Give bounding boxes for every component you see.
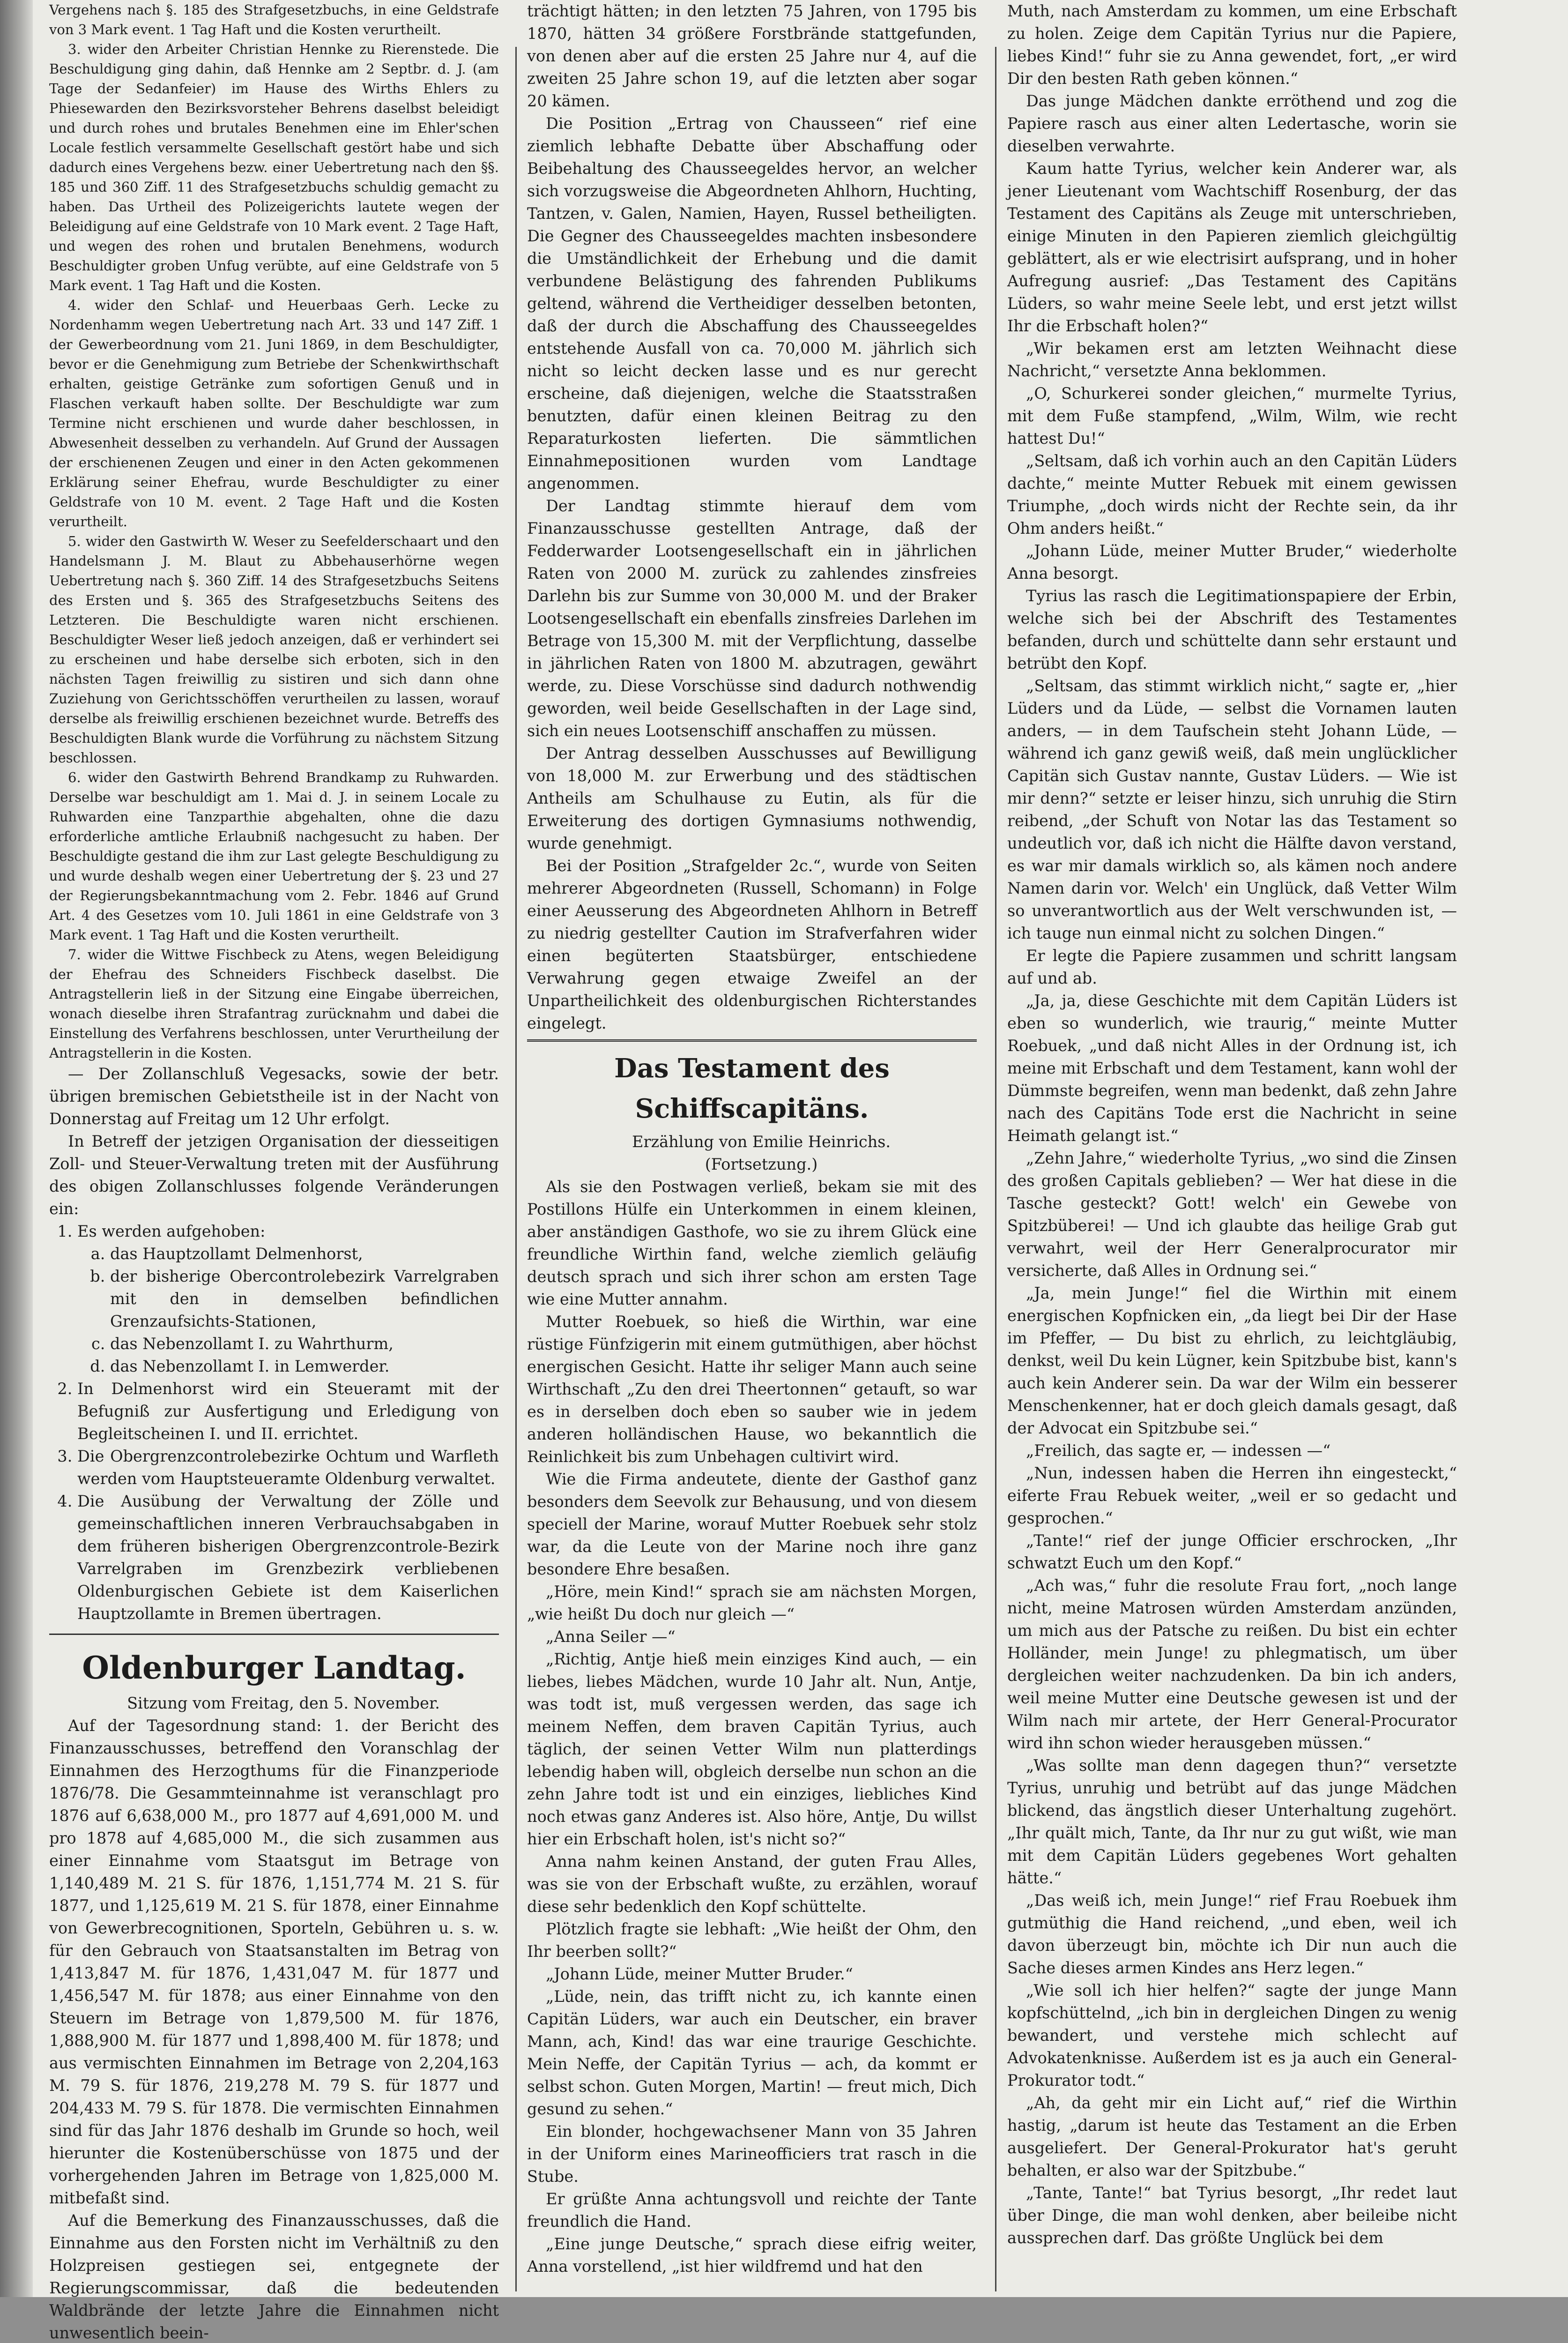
story-paragraph: Anna nahm keinen Anstand, der guten Frau Alles, was sie von der Erbschaft wußte, zu erzählen, worauf diese sehr bedenklich den Kopf schüttelte. (527, 1852, 977, 1916)
story-paragraph: Mutter Roebuek, so hieß die Wirthin, war eine rüstige Fünfzigerin mit einem gutmüthigen, aber höchst energischen Gesicht. Hatte ihr seliger Mann auch seine Wirthschaft „Zu den drei Theertonnen“ getauft, so war es in derselben doch eben so sauber wie in jedem anderen holländischen Hause, wo bekanntlich die Reinlichkeit bis zum Unbehagen cultivirt wird. (527, 1313, 977, 1466)
column-middle (527, 0, 977, 2287)
news-paragraph: In Betreff der jetzigen Organisation der diesseitigen Zoll- und Steuer-Verwaltung treten mit der Ausführung des obigen Zollanschlusses folgende Veränderungen ein: (49, 1132, 499, 1218)
story-paragraph: „Anna Seiler —“ (546, 1627, 676, 1646)
story-paragraph: Muth, nach Amsterdam zu kommen, um eine Erbschaft zu holen. Zeige dem Capitän Tyrius nur die Papiere, liebes Kind!“ fuhr sie zu Anna gewendet, fort, „er wird Dir den besten Rath geben können.“ (1007, 2, 1457, 88)
sublist (77, 1243, 499, 1378)
news-paragraph: Auf der Tagesordnung stand: 1. der Bericht des Finanzausschusses, betreffend den Voranschlag der Einnahmen des Herzogthums für die Finanzperiode 1876/78. Die Gesammteinnahme ist veranschlagt pro 1876 auf 6,638,000 M., pro 1877 auf 4,691,000 M. und pro 1878 auf 4,685,000 M., die sich zusammen aus einer Einnahme vom Staatsgut im Betrage von 1,140,489 M. 21 S. für 1876, 1,151,774 M. 21 S. für 1877, und 1,125,619 M. 21 S. für 1878, einer Einnahme von Gewerbrecognitionen, Sporteln, Gebühren u. s. w. für den Gebrauch von Staatsanstalten im Betrag von 1,413,847 M. für 1876, 1,431,047 M. für 1877 und 1,456,547 M. für 1878; aus einer Einnahme von den Steuern im Betrage von 1,879,500 M. für 1876, 1,888,900 M. für 1877 und 1,898,400 M. für 1878; und aus vermischten Einnahmen im Betrage von 2,204,163 M. 79 S. für 1876, 219,278 M. 79 S. für 1877 und 204,433 M. 79 S. für 1878. Die vermischten Einnahmen sind für das Jahr 1876 deshalb im Grunde so hoch, weil hierunter die Kostenüberschüsse von 1875 und der vorhergehenden Jahren im Betrage von 1,825,000 M. mitbefaßt sind. (49, 1716, 499, 2207)
section-divider (49, 1634, 499, 1635)
list-item: c. das Nebenzollamt I. zu Wahrthurm, (110, 1333, 499, 1355)
section-heading: Oldenburger Landtag. (82, 1649, 466, 1686)
news-paragraph: Der Antrag desselben Ausschusses auf Bewilligung von 18,000 M. zur Erwerbung und des städtischen Antheils am Schulhause zu Eutin, als für die Erweiterung des dortigen Gymnasiums nothwendig, wurde genehmigt. (527, 744, 977, 852)
story-paragraph: „Ja, mein Junge!“ fiel die Wirthin mit einem energischen Kopfnicken ein, „da liegt bei Dir der Hase im Pfeffer, — Du bist zu ehrlich, zu leichtgläubig, denkst, weil Du kein Lügner, kein Spitzbube bist, kann's auch kein Anderer sein. Da war der Wilm ein besserer Menschenkenner, hat er doch gleich damals gesagt, daß der Advocat ein Spitzbube sei.“ (1007, 1284, 1457, 1437)
page-gutter (0, 0, 33, 2297)
story-paragraph: „Seltsam, das stimmt wirklich nicht,“ sagte er, „hier Lüders und da Lüde, — selbst die Vornamen lauten anders, — in dem Taufschein steht Johann Lüde, — während ich ganz gewiß weiß, daß mein unglücklicher Capitän sich Gustav nannte, Gustav Lüders. — Wie ist mir denn?“ setzte er leiser hinzu, sich unruhig die Stirn reibend, „der Schuft von Notar las das Testament so undeutlich vor, daß ich nicht die Hälfte davon verstand, es war mir damals wirklich so, als kämen noch andere Namen darin vor. Welch' ein Unglück, daß Vetter Wilm so unverantwortlich aus der Welt verschwunden ist, — ich tauge nun einmal nicht zu solchen Dingen.“ (1007, 677, 1457, 942)
story-paragraph: „Lüde, nein, das trifft nicht zu, ich kannte einen Capitän Lüders, war auch ein Deutscher, ein braver Mann, ach, Kind! das war eine traurige Geschichte. Mein Neffe, der Capitän Tyrius — ach, da kommt er selbst schon. Guten Morgen, Martin! — freut mich, Dich gesund zu sehen.“ (527, 1987, 977, 2118)
story-paragraph: Er legte die Papiere zusammen und schritt langsam auf und ab. (1007, 947, 1457, 987)
list-item: 4. Die Ausübung der Verwaltung der Zölle und gemeinschaftlichen inneren Verbrauchsabgaben in dem früheren bisherigen Obergrenzcontrole-Bezirk Varrelgraben im Grenzbezirk verbliebenen Oldenburgischen Gebiete ist dem Kaiserlichen Hauptzollamte in Bremen übertragen. (77, 1490, 499, 1625)
news-paragraph: Bei der Position „Strafgelder 2c.“, wurde von Seiten mehrerer Abgeordneten (Russell, Schomann) in Folge einer Aeusserung des Abgeordneten Ahlhorn in Betreff zu niedrig gestellter Caution im Strafverfahren wider einen begüterten Staatsbürger, entschiedene Verwahrung gegen etwaige Zweifel an der Unpartheilichkeit des oldenburgischen Richterstandes eingelegt. (527, 857, 977, 1032)
news-paragraph: Der Landtag stimmte hierauf dem vom Finanzausschusse gestellten Antrage, daß der Fedderwarder Lootsengesellschaft ein in jährlichen Raten von 2000 M. zurück zu zahlendes zinsfreies Darlehn bis zur Summe von 30,000 M. und der Braker Lootsengesellschaft ein ebenfalls zinsfreies Darlehen im Betrage von 15,300 M. mit der Verpflichtung, dasselbe in jährlichen Raten von 1800 M. abzutragen, gewährt werde, zu. Diese Vorschüsse sind dadurch nothwendig geworden, weil beide Gesellschaften in der Lage sind, sich ein neues Lootsenschiff anschaffen zu müssen. (527, 497, 977, 740)
story-paragraph: „Ja, ja, diese Geschichte mit dem Capitän Lüders ist eben so wunderlich, wie traurig,“ meinte Mutter Roebuek, „und daß nicht Alles in der Ordnung ist, ich meine mit Erbschaft und dem Testament, kann wohl der Dümmste begreifen, wenn man bedenkt, daß zehn Jahre nach des Capitäns Tode erst die Nachricht in seine Heimath gelangt ist.“ (1007, 992, 1457, 1145)
story-paragraph: „Nun, indessen haben die Herren ihn eingesteckt,“ eiferte Frau Rebuek weiter, „weil er so gedacht und gesprochen.“ (1007, 1464, 1457, 1527)
news-paragraph: Die Position „Ertrag von Chausseen“ rief eine ziemlich lebhafte Debatte über Abschaffung oder Beibehaltung des Chausseegeldes hervor, an welcher sich vorzugsweise die Abgeordneten Ahlhorn, Huchting, Tantzen, v. Galen, Namien, Hayen, Russel betheiligten. Die Gegner des Chausseegeldes machten insbesondere die Umständlichkeit der Erhebung und die damit verbundene Belästigung des fahrenden Publikums geltend, während die Vertheidiger desselben betonten, daß der durch die Abschaffung des Chausseegeldes entstehende Ausfall von ca. 70,000 M. jährlich sich nicht so leicht decken lasse und es nur gerecht erscheine, daß diejenigen, welche die Staatsstraßen benutzten, dafür einen kleinen Beitrag zu den Reparaturkosten lieferten. Die sämmtlichen Einnahmepositionen wurden vom Landtage angenommen. (527, 114, 977, 492)
story-paragraph: Das junge Mädchen dankte erröthend und zog die Papiere rasch aus einer alten Ledertasche, worin sie dieselben verwahrte. (1007, 92, 1457, 155)
section-subheading: Sitzung vom Freitag, den 5. November. (127, 1694, 440, 1712)
story-paragraph: Er grüßte Anna achtungsvoll und reichte der Tante freundlich die Hand. (527, 2190, 977, 2231)
story-paragraph: „Johann Lüde, meiner Mutter Bruder.“ (546, 1965, 853, 1983)
feuilleton-continuation: (Fortsetzung.) (705, 1155, 818, 1173)
list-item: 2. In Delmenhorst wird ein Steueramt mit der Befugniß zur Ausfertigung und Erledigung von Begleitscheinen I. und II. errichtet. (77, 1378, 499, 1445)
story-paragraph: „Zehn Jahre,“ wiederholte Tyrius, „wo sind die Zinsen des großen Capitals geblieben? — Wer hat diese in die Tasche gesteckt? Gott! welch' ein Gewebe von Spitzbüberei! — Und ich glaubte das heilige Grab gut verwahrt, weil der Herr Generalprocurator mir versicherte, daß Alles in Ordnung sei.“ (1007, 1149, 1457, 1280)
story-paragraph: „Tante!“ rief der junge Officier erschrocken, „Ihr schwatzt Euch um den Kopf.“ (1007, 1531, 1457, 1572)
feuilleton-author: Erzählung von Emilie Heinrichs. (632, 1133, 891, 1151)
story-paragraph: „Seltsam, daß ich vorhin auch an den Capitän Lüders dachte,“ meinte Mutter Rebuek mit einem gewissen Triumphe, „doch wirds nicht der Rechte sein, da ihr Ohm anders heißt.“ (1007, 452, 1457, 537)
news-paragraph: Auf die Bemerkung des Finanzausschusses, daß die Einnahme aus den Forsten nicht im Verhältniß zu den Holzpreisen gestiegen sei, entgegnete der Regierungscommissar, daß die bedeutenden Waldbrände der letzte Jahre die Einnahmen nicht unwesentlich beein- (49, 2211, 499, 2342)
court-report-text: 6. wider den Gastwirth Behrend Brandkamp zu Ruhwarden. Derselbe war beschuldigt am 1. Mai d. J. in seinem Locale zu Ruhwarden eine Tanzparthie abgehalten, ohne die dazu erforderliche amtliche Erlaubniß nachgesucht zu haben. Der Beschuldigte gestand die ihm zur Last gelegte Beschuldigung zu und wurde deshalb wegen einer Uebertretung der §. 23 und 27 der Regierungsbekanntmachung vom 2. Febr. 1846 auf Grund Art. 4 des Gesetzes vom 10. Juli 1861 in eine Geldstrafe von 3 Mark event. 1 Tag Haft und die Kosten verurtheilt. (49, 769, 499, 943)
story-paragraph: Tyrius las rasch die Legitimationspapiere der Erbin, welche sich bei der Abschrift des Testamentes befanden, durch und schüttelte dann sehr erstaunt und betrübt den Kopf. (1007, 587, 1457, 672)
list-item: b. der bisherige Obercontrolebezirk Varrelgraben mit den in demselben befindlichen Grenzaufsichts-Stationen, (110, 1265, 499, 1333)
story-paragraph: „Das weiß ich, mein Junge!“ rief Frau Roebuek ihm gutmüthig die Hand reichend, „und eben, weil ich davon überzeugt bin, möchte ich Dir nun auch die Sache dieses armen Kindes ans Herz legen.“ (1007, 1891, 1457, 1977)
list-item: 3. Die Obergrenzcontrolebezirke Ochtum und Warfleth werden vom Hauptsteueramte Oldenburg verwaltet. (77, 1445, 499, 1490)
story-paragraph: „Wir bekamen erst am letzten Weihnacht diese Nachricht,“ versetzte Anna beklommen. (1007, 339, 1457, 380)
story-paragraph: „Tante, Tante!“ bat Tyrius besorgt, „Ihr redet laut über Dinge, die man wohl denken, aber beileibe nicht aussprechen darf. Das größte Unglück bei dem (1007, 2184, 1457, 2247)
story-paragraph: „Wie soll ich hier helfen?“ sagte der junge Mann kopfschüttelnd, „ich bin in dergleichen Dingen zu wenig bewandert, und verstehe mich schlecht auf Advokatenknisse. Außerdem ist es ja auch ein General-Prokurator todt.“ (1007, 1981, 1457, 2089)
list-item: d. das Nebenzollamt I. in Lemwerder. (110, 1355, 499, 1378)
court-report-text: 4. wider den Schlaf- und Heuerbaas Gerh. Lecke zu Nordenhamm wegen Uebertretung nach Art. 33 und 147 Ziff. 1 der Gewerbeordnung vom 21. Juni 1869, in dem Beschuldigter, bevor er die Genehmigung zum Betriebe der Schenkwirthschaft erhalten, geistige Getränke zum sofortigen Genuß und in Flaschen verkauft haben sollte. Der Beschuldigte war zum Termine nicht erschienen und wurde daher beschlossen, in Abwesenheit desselben zu verhandeln. Auf Grund der Aussagen der erschienenen Zeugen und einer in den Acten gekommenen Erklärung seiner Ehefrau, wurde Beschuldigter zu einer Geldstrafe von 10 M. event. 2 Tage Haft und die Kosten verurtheilt. (49, 297, 499, 530)
feuilleton-title: Das Testament des Schiffscapitäns. (614, 1053, 890, 1124)
story-paragraph: „Freilich, das sagte er, — indessen —“ (1026, 1441, 1331, 1460)
story-paragraph: Wie die Firma andeutete, diente der Gasthof ganz besonders dem Seevolk zur Behausung, und von diesem speciell der Marine, worauf Mutter Roebuek sehr stolz war, da die Leute von der Marine noch ihre ganz besondere Ehre besaßen. (527, 1470, 977, 1578)
story-paragraph: „Ah, da geht mir ein Licht auf,“ rief die Wirthin hastig, „darum ist heute das Testament an die Erben ausgeliefert. Der General-Prokurator hat's geruht behalten, er also war der Spitzbube.“ (1007, 2094, 1457, 2179)
court-report-text: 5. wider den Gastwirth W. Weser zu Seefelderschaart und den Handelsmann J. M. Blaut zu Abbehauserhörne wegen Uebertretung nach §. 360 Ziff. 14 des Strafgesetzbuchs Seitens des Ersten und §. 365 des Strafgesetzbuchs Seitens des Letzteren. Die Beschuldigte waren nicht erschienen. Beschuldigter Weser ließ jedoch anzeigen, daß er verhindert sei zu erscheinen und habe derselbe sich erboten, sich in den nächsten Tagen freiwillig zu sistiren und sich dann ohne Zuziehung von Gerichtsschöffen verurtheilen zu lassen, worauf derselbe als freiwillig erschienen bezeichnet wurde. Betreffs des Beschuldigten Blank wurde die Vorführung zu nächstem Sitzung beschlossen. (49, 533, 499, 766)
column-right (1007, 0, 1457, 2287)
list-item: 1. Es werden aufgehoben: a. das Hauptzollamt Delmenhorst, b. der bisherige Obercontrolebezirk Varrelgraben mit den in demselben befindlichen Grenzaufsichts-Stationen, c. das Nebenzollamt I. zu Wahrthurm, d. das Nebenzollamt I. in Lemwerder. (77, 1220, 499, 1378)
story-paragraph: Plötzlich fragte sie lebhaft: „Wie heißt der Ohm, den Ihr beerben sollt?“ (527, 1920, 977, 1961)
column-left (49, 0, 499, 2342)
column-rule (995, 47, 996, 2291)
story-paragraph: „Ach was,“ fuhr die resolute Frau fort, „noch lange nicht, meine Matrosen würden Amsterdam anzünden, um mich aus der Patsche zu reißen. Du bist ein echter Holländer, mein Junge! zu phlegmatisch, um über dergleichen weiter nachzudenken. Da bin ich anders, weil meine Mutter eine Deutsche gewesen ist und der Wilm nach mir artete, der Herr General-Procurator wird ihn schon wieder herausgeben müssen.“ (1007, 1576, 1457, 1752)
story-paragraph: Kaum hatte Tyrius, welcher kein Anderer war, als jener Lieutenant vom Wachtschiff Rosenburg, der das Testament des Capitäns als Zeuge mit unterschrieben, einige Minuten in den Papieren ziemlich gleichgültig geblättert, als er wie electrisirt aufsprang, und in hoher Aufregung ausrief: „Das Testament des Capitäns Lüders, so wahr meine Seele lebt, und erst jetzt willst Ihr die Erbschaft holen?“ (1007, 159, 1457, 335)
story-paragraph: Als sie den Postwagen verließ, bekam sie mit des Postillons Hülfe ein Unterkommen in einem kleinen, aber anständigen Gasthofe, wo sie zu ihrem Glück eine freundliche Wirthin fand, welche ziemlich geläufig deutsch sprach und sich ihrer schon am ersten Tage wie eine Mutter annahm. (527, 1178, 977, 1308)
story-paragraph: „Eine junge Deutsche,“ sprach diese eifrig weiter, Anna vorstellend, „ist hier wildfremd und hat den (527, 2235, 977, 2276)
changes-list (49, 1220, 499, 1625)
story-paragraph: Ein blonder, hochgewachsener Mann von 35 Jahren in der Uniform eines Marineofficiers trat rasch in die Stube. (527, 2122, 977, 2186)
court-report-text: 7. wider die Wittwe Fischbeck zu Atens, wegen Beleidigung der Ehefrau des Schneiders Fischbeck daselbst. Die Antragstellerin ließ in der Sitzung eine Eingabe überreichen, wonach dieselbe ihren Strafantrag zurücknahm und dabei die Einstellung des Verfahrens beschlossen, unter Verurtheilung der Antragstellerin in die Kosten. (49, 947, 499, 1061)
news-paragraph: — Der Zollanschluß Vegesacks, sowie der betr. übrigen bremischen Gebietstheile ist in der Nacht von Donnerstag auf Freitag um 12 Uhr erfolgt. (49, 1065, 499, 1128)
news-paragraph: trächtigt hätten; in den letzten 75 Jahren, von 1795 bis 1870, hätten 34 größere Forstbrände stattgefunden, von denen aber auf die ersten 25 Jahre nur 4, auf die zweiten 25 Jahre schon 19, auf die letzten aber sogar 20 kämen. (527, 2, 977, 110)
column-rule (515, 47, 517, 2291)
story-paragraph: „O, Schurkerei sonder gleichen,“ murmelte Tyrius, mit dem Fuße stampfend, „Wilm, Wilm, wie recht hattest Du!“ (1007, 384, 1457, 448)
story-paragraph: „Johann Lüde, meiner Mutter Bruder,“ wiederholte Anna besorgt. (1007, 542, 1457, 582)
list-item: a. das Hauptzollamt Delmenhorst, (110, 1243, 499, 1265)
story-paragraph: „Richtig, Antje hieß mein einziges Kind auch, — ein liebes, liebes Mädchen, wurde 10 Jahr alt. Nun, Antje, was todt ist, muß vergessen werden, das sage ich meinem Neffen, dem braven Capitän Tyrius, auch täglich, der seinen Vetter Wilm nun platterdings lebendig haben will, obgleich derselbe nun schon an die zehn Jahre todt ist und ein einziges, liebliches Kind noch etwas ganz Anderes ist. Also höre, Antje, Du willst hier ein Erbschaft holen, ist's nicht so?“ (527, 1650, 977, 1848)
story-paragraph: „Höre, mein Kind!“ sprach sie am nächsten Morgen, „wie heißt Du doch nur gleich —“ (527, 1582, 977, 1623)
story-paragraph: „Was sollte man denn dagegen thun?“ versetzte Tyrius, unruhig und betrübt auf das junge Mädchen blickend, das ängstlich dieser Unterhaltung zugehört. „Ihr quält mich, Tante, da Ihr nur zu gut wißt, wie man mit dem Capitän Lüders gegebenes Wort gehalten hätte.“ (1007, 1756, 1457, 1887)
section-divider (527, 1039, 977, 1042)
court-report-text: 3. wider den Arbeiter Christian Hennke zu Rierenstede. Die Beschuldigung ging dahin, daß Hennke am 2 Septbr. d. J. (am Tage der Sedanfeier) im Hause des Wirths Ehlers zu Phiesewarden den Bezirksvorsteher Behrens daselbst beleidigt und durch rohes und brutales Benehmen eine im Ehler'schen Locale festlich versammelte Gesellschaft gestört habe und sich dadurch eines Vergehens bezw. einer Uebertretung nach den §§. 185 und 360 Ziff. 11 des Strafgesetzbuchs schuldig gemacht zu haben. Das Urtheil des Polizeigerichts lautete wegen der Beleidigung auf eine Geldstrafe von 10 Mark event. 2 Tage Haft, und wegen des rohen und brutalen Benehmens, wodurch Beschuldigter groben Unfug verübte, auf eine Geldstrafe von 5 Mark event. 1 Tag Haft und die Kosten. (49, 41, 499, 293)
court-report-text: Vergehens nach §. 185 des Strafgesetzbuchs, in eine Geldstrafe von 3 Mark event. 1 Tag Haft und die Kosten verurtheilt. (49, 2, 499, 37)
